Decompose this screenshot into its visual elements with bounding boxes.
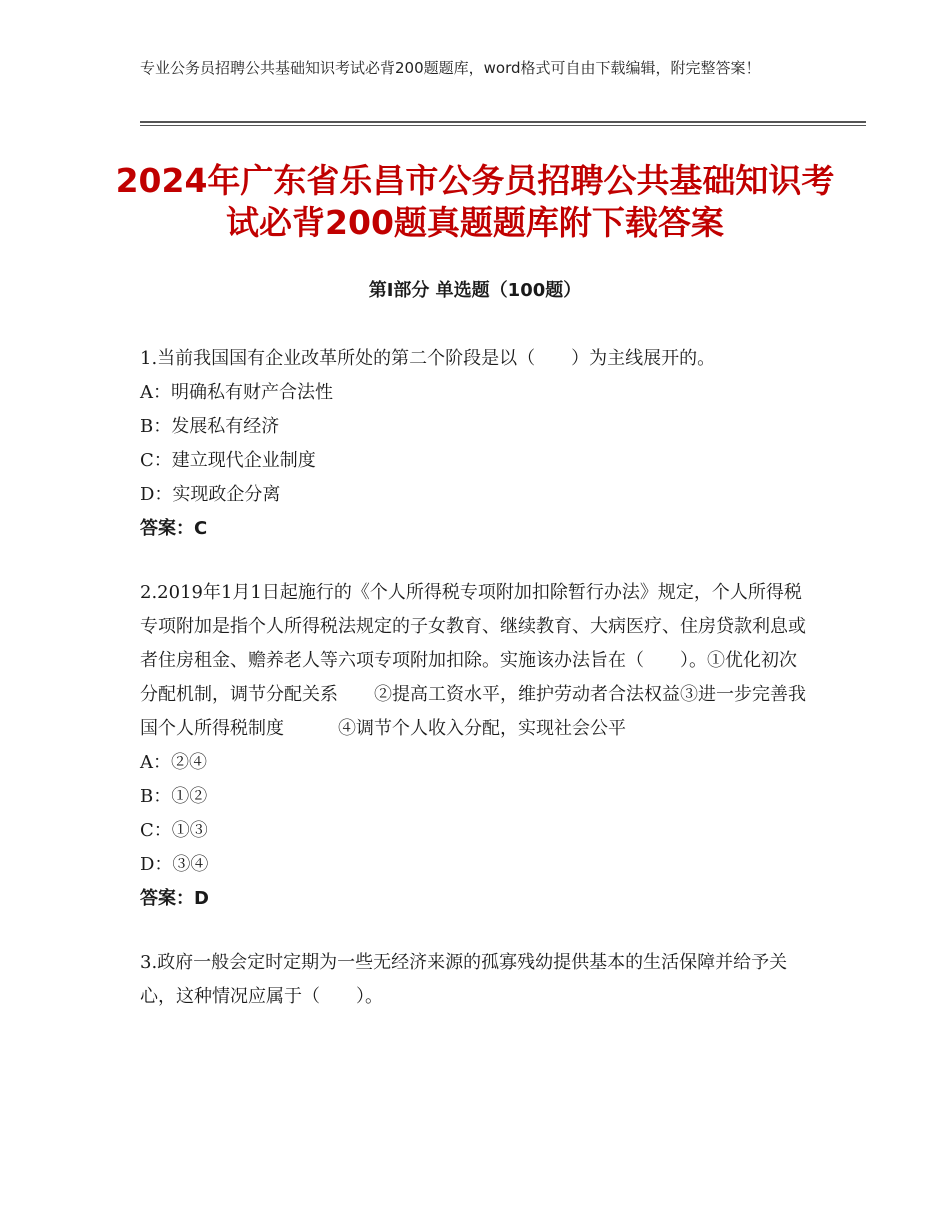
option-a: A：明确私有财产合法性 [140, 382, 333, 403]
option-d: D：实现政企分离 [140, 484, 281, 505]
question-2 [140, 576, 812, 916]
header-rule [140, 121, 866, 126]
option-b: B：①② [140, 786, 208, 807]
question-stem: 3.政府一般会定时定期为一些无经济来源的孤寡残幼提供基本的生活保障并给予关心，这种情况应属于（ ）。 [140, 952, 788, 1007]
answer-line: 答案：D [140, 888, 209, 909]
option-d: D：③④ [140, 854, 209, 875]
question-3 [140, 946, 812, 1014]
option-b: B：发展私有经济 [140, 416, 280, 437]
answer-line: 答案：C [140, 518, 208, 539]
question-stem: 1.当前我国国有企业改革所处的第二个阶段是以（ ）为主线展开的。 [140, 348, 716, 369]
question-list [140, 342, 812, 1044]
header-note: 专业公务员招聘公共基础知识考试必背200题题库，word格式可自由下载编辑，附完整答案！ [140, 59, 761, 77]
option-c: C：建立现代企业制度 [140, 450, 316, 471]
option-a: A：②④ [140, 752, 207, 773]
question-1 [140, 342, 812, 546]
question-stem: 2.2019年1月1日起施行的《个人所得税专项附加扣除暂行办法》规定，个人所得税专项附加是指个人所得税法规定的子女教育、继续教育、大病医疗、住房贷款利息或者住房租金、赡养老人等六项专项附加扣除。实施该办法旨在（ ）。①优化初次分配机制，调节分配关系 ②提高工资水平，维护劳动者合法权益③进一步完善我国个人所得税制度 ④调节个人收入分配，实现社会公平 [140, 582, 806, 739]
section-title: 第Ⅰ部分 单选题（100题） [368, 280, 582, 301]
document-title: 2024年广东省乐昌市公务员招聘公共基础知识考试必背200题真题题库附下载答案 [115, 161, 835, 242]
option-c: C：①③ [140, 820, 208, 841]
